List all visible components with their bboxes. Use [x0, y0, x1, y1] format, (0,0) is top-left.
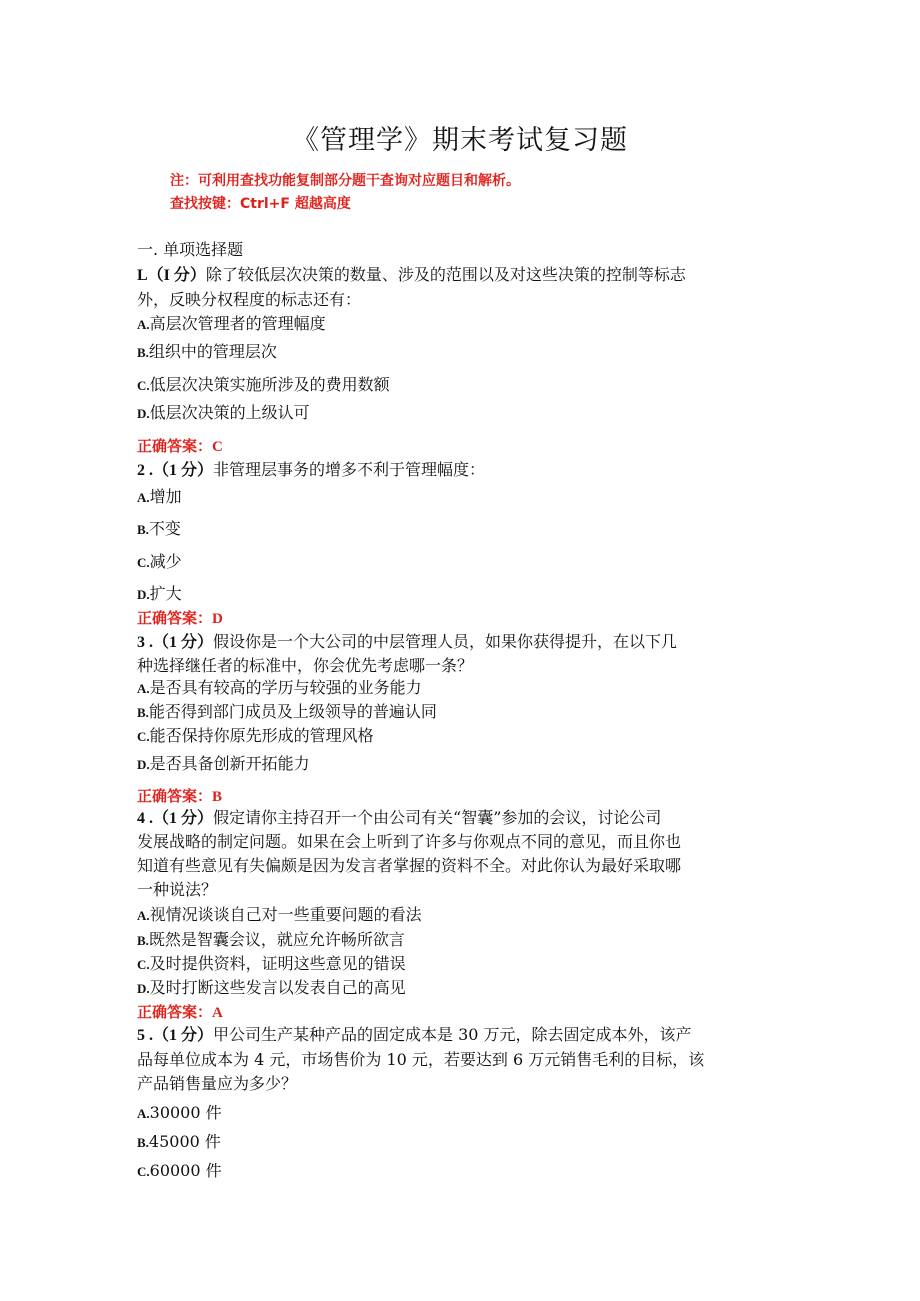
- option-letter: A.: [137, 490, 150, 505]
- option-letter: A.: [137, 908, 150, 923]
- option-3-a: [137, 678, 422, 699]
- question-number: 2 .（1 分）: [137, 462, 214, 479]
- question-text: 除了较低层次决策的数量、涉及的范围以及对这些决策的控制等标志: [205, 265, 686, 284]
- question-number: 4 .（1 分）: [137, 810, 214, 827]
- option-text: 能否得到部门成员及上级领导的普遍认同: [148, 702, 437, 721]
- answer-value: B: [212, 789, 223, 805]
- option-letter: A.: [137, 317, 150, 332]
- option-3-c: [137, 726, 374, 747]
- option-4-d: [137, 978, 406, 999]
- option-letter: B.: [137, 345, 149, 360]
- question-text: 假定请你主持召开一个由公司有关“智囊”参加的会议，讨论公司: [213, 808, 662, 827]
- option-5-b: [137, 1132, 221, 1153]
- answer-value: A: [212, 1005, 223, 1021]
- question-4-line-3: 知道有些意见有失偏颇是因为发言者掌握的资料不全。对此你认为最好采取哪: [137, 856, 682, 875]
- option-text: 增加: [149, 487, 182, 506]
- question-4-line-4: 一种说法？: [137, 880, 218, 899]
- option-letter: B.: [137, 1135, 149, 1150]
- option-letter: C.: [137, 729, 150, 744]
- option-5-c: [137, 1161, 222, 1182]
- option-letter: B.: [137, 933, 149, 948]
- option-text: 及时打断这些发言以发表自己的高见: [149, 978, 406, 997]
- option-2-a: [137, 487, 182, 508]
- option-letter: C.: [137, 378, 150, 393]
- option-1-b: [137, 342, 277, 363]
- answer-3: [137, 786, 222, 807]
- option-text: 60000 件: [149, 1161, 222, 1180]
- answer-value: C: [212, 439, 223, 455]
- question-5-line-2: 品每单位成本为 4 元，市场售价为 10 元，若要达到 6 万元销售毛利的目标，该: [137, 1050, 705, 1069]
- question-1-line-2: 外，反映分权程度的标志还有：: [137, 290, 362, 309]
- option-text: 视情况谈谈自己对一些重要问题的看法: [149, 905, 422, 924]
- option-letter: C.: [137, 957, 150, 972]
- question-text: 甲公司生产某种产品的固定成本是 30 万元，除去固定成本外，该产: [213, 1025, 692, 1044]
- option-text: 45000 件: [148, 1132, 221, 1151]
- answer-value: D: [212, 611, 223, 627]
- option-letter: D.: [137, 406, 150, 421]
- option-text: 低层次决策实施所涉及的费用数额: [149, 375, 390, 394]
- option-letter: C.: [137, 1164, 150, 1179]
- answer-2: [137, 608, 223, 629]
- question-4-line-1: [137, 808, 661, 829]
- option-letter: A.: [137, 681, 150, 696]
- question-1-line-1: [137, 265, 686, 286]
- option-letter: B.: [137, 522, 149, 537]
- option-1-a: [137, 314, 326, 335]
- answer-label: 正确答案：: [137, 1003, 213, 1021]
- answer-4: [137, 1002, 223, 1023]
- option-5-a: [137, 1103, 222, 1124]
- question-text: 非管理层事务的增多不利于管理幅度：: [213, 460, 486, 479]
- option-text: 30000 件: [149, 1103, 222, 1122]
- option-text: 及时提供资料，证明这些意见的错误: [149, 954, 406, 973]
- question-4-line-2: 发展战略的制定问题。如果在会上听到了许多与你观点不同的意见，而且你也: [137, 832, 682, 851]
- question-number: 3 .（1 分）: [137, 634, 214, 651]
- note-line-1: 注：可利用查找功能复制部分题干查询对应题目和解析。: [170, 173, 520, 189]
- section-heading: 一. 单项选择题: [137, 240, 244, 259]
- question-number: L（I 分）: [137, 267, 206, 284]
- option-letter: D.: [137, 757, 150, 772]
- answer-label: 正确答案：: [137, 609, 213, 627]
- answer-1: [137, 436, 223, 457]
- option-1-d: [137, 403, 310, 424]
- option-1-c: [137, 375, 390, 396]
- question-text: 假设你是一个大公司的中层管理人员，如果你获得提升，在以下几: [213, 632, 678, 651]
- option-letter: C.: [137, 555, 150, 570]
- page-title: 《管理学》期末考试复习题: [292, 125, 628, 156]
- option-4-c: [137, 954, 406, 975]
- question-3-line-2: 种选择继任者的标准中，你会优先考虑哪一条？: [137, 656, 474, 675]
- question-number: 5 .（1 分）: [137, 1027, 214, 1044]
- option-letter: A.: [137, 1106, 150, 1121]
- option-text: 扩大: [149, 584, 182, 603]
- option-2-c: [137, 552, 182, 573]
- option-text: 减少: [149, 552, 182, 571]
- option-3-d: [137, 754, 310, 775]
- option-text: 能否保持你原先形成的管理风格: [149, 726, 374, 745]
- answer-label: 正确答案：: [137, 787, 213, 805]
- option-letter: D.: [137, 587, 150, 602]
- question-2-line-1: [137, 460, 485, 481]
- option-2-d: [137, 584, 182, 605]
- option-letter: D.: [137, 981, 150, 996]
- option-text: 是否具有较高的学历与较强的业务能力: [149, 678, 422, 697]
- option-text: 不变: [148, 519, 181, 538]
- option-text: 是否具备创新开拓能力: [149, 754, 310, 773]
- option-3-b: [137, 702, 437, 723]
- option-text: 既然是智囊会议，就应允许畅所欲言: [148, 930, 405, 949]
- option-text: 低层次决策的上级认可: [149, 403, 310, 422]
- note-line-2: 查找按键：Ctrl+F 超越高度: [170, 196, 351, 212]
- option-4-b: [137, 930, 405, 951]
- option-letter: B.: [137, 705, 149, 720]
- question-5-line-3: 产品销售量应为多少？: [137, 1074, 298, 1093]
- question-3-line-1: [137, 632, 677, 653]
- option-2-b: [137, 519, 181, 540]
- answer-label: 正确答案：: [137, 437, 213, 455]
- question-5-line-1: [137, 1025, 692, 1046]
- option-4-a: [137, 905, 422, 926]
- option-text: 高层次管理者的管理幅度: [149, 314, 326, 333]
- option-text: 组织中的管理层次: [148, 342, 277, 361]
